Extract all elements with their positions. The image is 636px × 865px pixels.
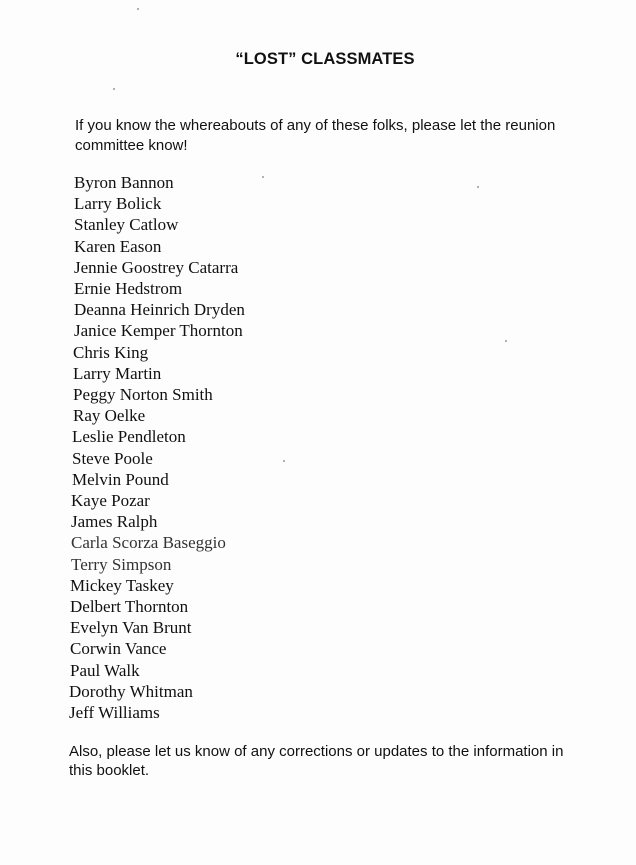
list-item: Dorothy Whitman: [69, 681, 193, 701]
list-item: Stanley Catlow: [74, 215, 179, 235]
list-item: Kaye Pozar: [71, 491, 150, 511]
list-item: Delbert Thornton: [70, 597, 189, 617]
list-item: Larry Bolick: [74, 194, 162, 214]
list-item: Ernie Hedstrom: [74, 279, 183, 299]
closing-paragraph: Also, please let us know of any corrections or updates to the information in this booklet.: [69, 743, 564, 779]
list-item: Peggy Norton Smith: [73, 385, 213, 405]
list-item: Paul Walk: [70, 660, 140, 680]
scan-speck: [505, 340, 507, 342]
list-item: Carla Scorza Baseggio: [71, 533, 226, 553]
list-item: Jeff Williams: [69, 703, 160, 723]
list-item: Terry Simpson: [71, 554, 172, 574]
scan-speck: [477, 186, 479, 188]
scan-speck: [262, 176, 264, 178]
list-item: Larry Martin: [73, 363, 162, 383]
list-item: Ray Oelke: [73, 406, 146, 426]
intro-paragraph: If you know the whereabouts of any of these folks, please let the reunion committee know!: [75, 117, 556, 154]
list-item: Byron Bannon: [74, 173, 174, 192]
scan-speck: [137, 8, 139, 10]
page-title: “LOST” CLASSMATES: [235, 50, 415, 68]
list-item: Karen Eason: [74, 236, 162, 256]
list-item: Chris King: [73, 342, 149, 362]
list-item: James Ralph: [71, 512, 158, 532]
list-item: Leslie Pendleton: [72, 427, 186, 447]
list-item: Deanna Heinrich Dryden: [74, 300, 245, 320]
list-item: Jennie Goostrey Catarra: [74, 257, 239, 277]
list-item: Mickey Taskey: [70, 575, 174, 595]
scan-speck: [113, 88, 115, 90]
list-item: Evelyn Van Brunt: [70, 618, 192, 638]
classmate-list: [0, 172, 245, 723]
list-item: Steve Poole: [72, 448, 153, 468]
list-item: Janice Kemper Thornton: [74, 321, 243, 341]
list-item: Corwin Vance: [70, 639, 167, 659]
list-item: Melvin Pound: [72, 469, 169, 489]
scan-speck: [283, 460, 285, 462]
